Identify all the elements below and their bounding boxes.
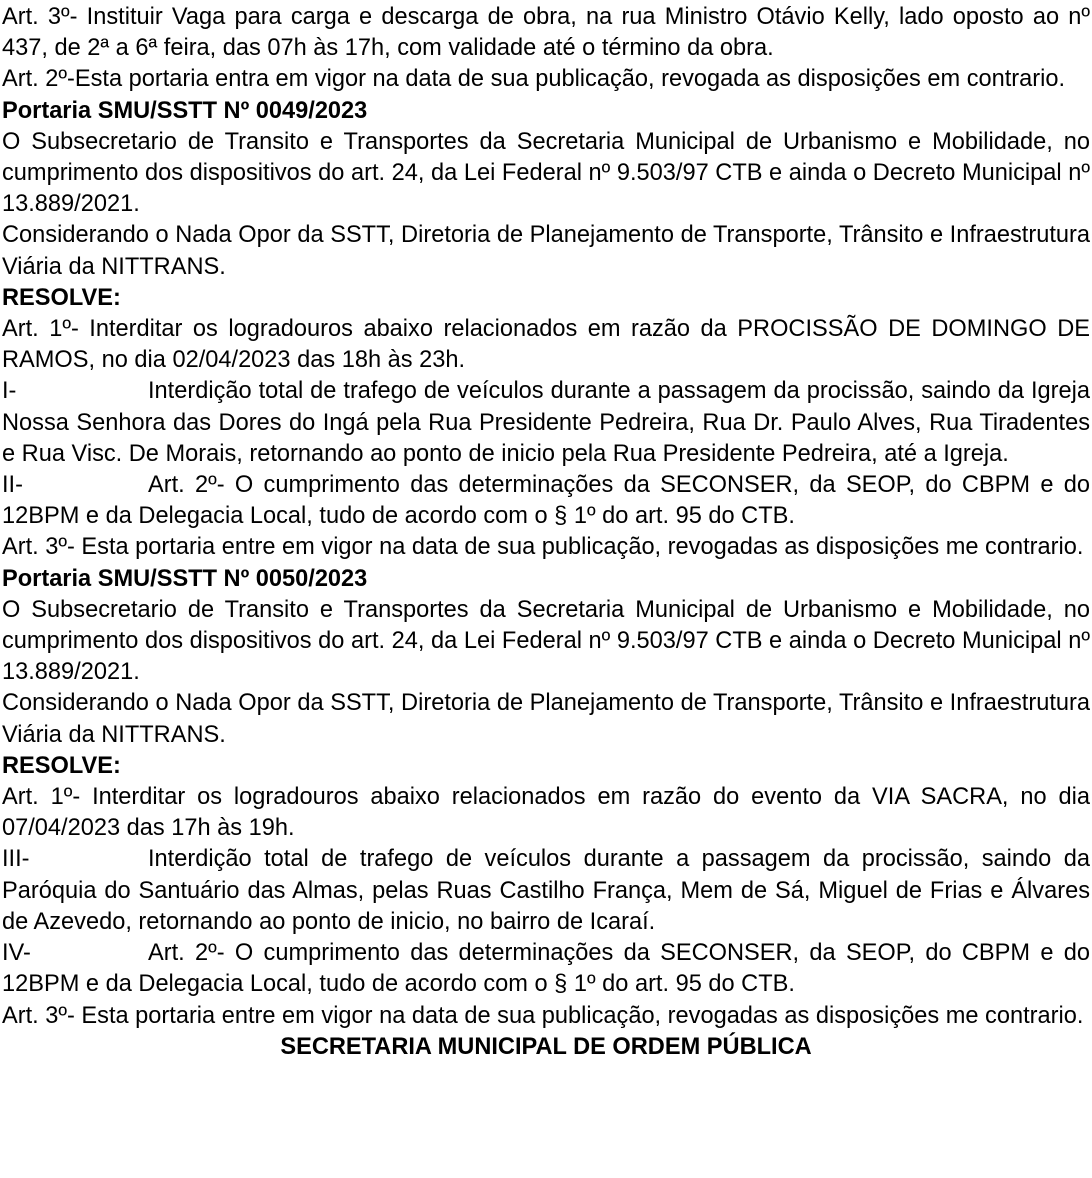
list-item-iii: [2, 844, 1090, 938]
heading-resolve-0049: RESOLVE:: [2, 284, 121, 311]
list-item-iv: [2, 938, 1090, 1000]
paragraph-art3-0050: Art. 3º- Esta portaria entre em vigor na data de sua publicação, revogadas as disposições me contrario.: [2, 1002, 1084, 1029]
item-text: Interdição total de trafego de veículos durante a passagem da procissão, saindo da Paróquia do Santuário das Almas, pelas Ruas Castilho França, Mem de Sá, Miguel de Frias e Álvares de Azevedo, retornando ao ponto de inicio, no bairro de Icaraí.: [2, 846, 1090, 935]
paragraph-art2-vigor: Art. 2º-Esta portaria entra em vigor na data de sua publicação, revogada as disposições em contrario.: [2, 66, 1066, 93]
paragraph-art3-0049: Art. 3º- Esta portaria entre em vigor na data de sua publicação, revogadas as disposições me contrario.: [2, 534, 1084, 561]
heading-resolve-0050: RESOLVE:: [2, 752, 121, 779]
paragraph-art1-0050: Art. 1º- Interditar os logradouros abaixo relacionados em razão do evento da VIA SACRA, no dia 07/04/2023 das 17h às 19h.: [2, 784, 1090, 842]
paragraph-art1-0049: Art. 1º- Interditar os logradouros abaixo relacionados em razão da PROCISSÃO DE DOMINGO DE RAMOS, no dia 02/04/2023 das 18h às 23h.: [2, 316, 1090, 374]
section-footer-title: SECRETARIA MUNICIPAL DE ORDEM PÚBLICA: [280, 1033, 812, 1060]
list-item-ii: [2, 470, 1090, 532]
item-text: Art. 2º- O cumprimento das determinações da SECONSER, da SEOP, do CBPM e do 12BPM e da Delegacia Local, tudo de acordo com o § 1º do art. 95 do CTB.: [2, 940, 1090, 998]
paragraph-considerando-0050: Considerando o Nada Opor da SSTT, Diretoria de Planejamento de Transporte, Trânsito e Infraestrutura Viária da NITTRANS.: [2, 690, 1090, 748]
paragraph-subsecretario-0049: O Subsecretario de Transito e Transportes da Secretaria Municipal de Urbanismo e Mobilidade, no cumprimento dos dispositivos do art. 24, da Lei Federal nº 9.503/97 CTB e ainda o Decreto Municipal nº 13.889/2021.: [2, 128, 1090, 218]
item-number: III-: [2, 846, 30, 873]
list-item-i: [2, 376, 1090, 470]
item-number: II-: [2, 472, 23, 499]
item-text: Art. 2º- O cumprimento das determinações da SECONSER, da SEOP, do CBPM e do 12BPM e da Delegacia Local, tudo de acordo com o § 1º do art. 95 do CTB.: [2, 472, 1090, 530]
paragraph-subsecretario-0050: O Subsecretario de Transito e Transportes da Secretaria Municipal de Urbanismo e Mobilidade, no cumprimento dos dispositivos do art. 24, da Lei Federal nº 9.503/97 CTB e ainda o Decreto Municipal nº 13.889/2021.: [2, 596, 1090, 686]
paragraph-considerando-0049: Considerando o Nada Opor da SSTT, Diretoria de Planejamento de Transporte, Trânsito e Infraestrutura Viária da NITTRANS.: [2, 222, 1090, 280]
item-number: IV-: [2, 940, 31, 967]
item-number: I-: [2, 378, 17, 405]
heading-portaria-0049: Portaria SMU/SSTT Nº 0049/2023: [2, 97, 368, 124]
heading-portaria-0050: Portaria SMU/SSTT Nº 0050/2023: [2, 565, 368, 592]
item-text: Interdição total de trafego de veículos durante a passagem da procissão, saindo da Igreja Nossa Senhora das Dores do Ingá pela Rua Presidente Pedreira, Rua Dr. Paulo Alves, Rua Tiradentes e Rua Visc. De Morais, retornando ao ponto de inicio pela Rua Presidente Pedreira, até a Igreja.: [2, 378, 1090, 467]
paragraph-art3-vaga: Art. 3º- Instituir Vaga para carga e descarga de obra, na rua Ministro Otávio Kelly, lado oposto ao nº 437, de 2ª a 6ª feira, das 07h às 17h, com validade até o término da obra.: [2, 4, 1090, 62]
